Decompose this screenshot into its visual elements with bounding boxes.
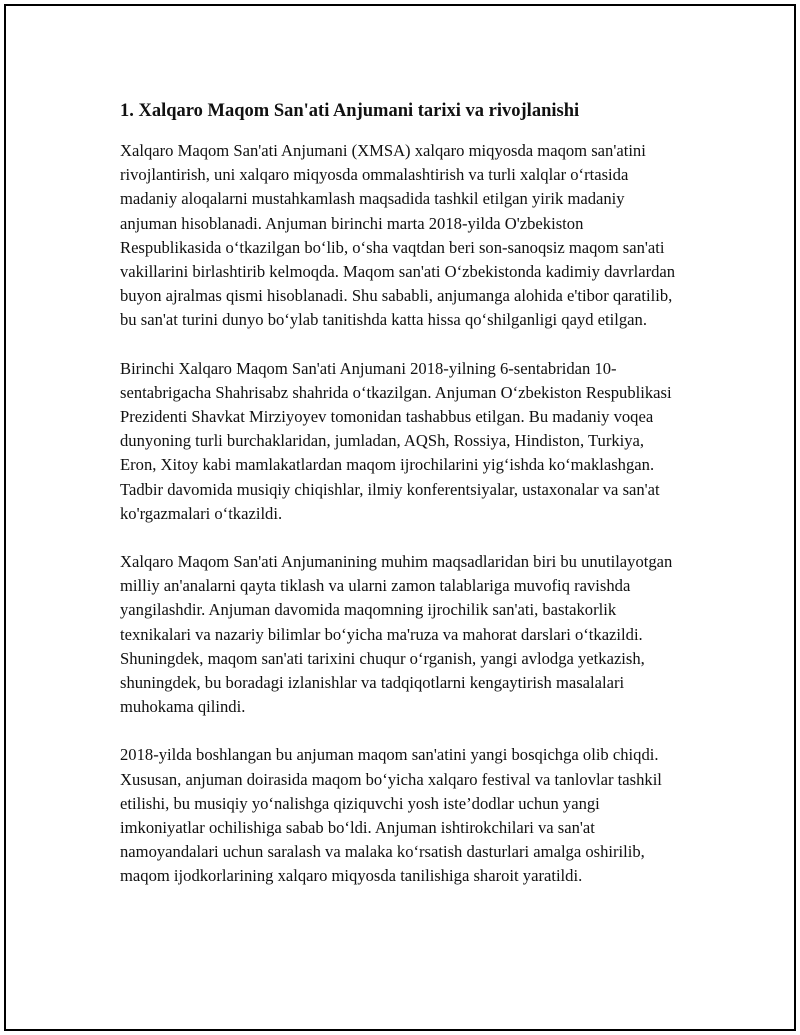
document-body — [120, 98, 680, 913]
paragraph-3: Xalqaro Maqom San'ati Anjumanining muhim maqsadlaridan biri bu unutilayotgan milliy an'analarni qayta tiklash va ularni zamon talablariga muvofiq ravishda yangilashdir. Anjuman davomida maqomning ijrochilik san'ati, bastakorlik texnikalari va nazariy bilimlar bo‘yicha ma'ruza va mahorat darslari o‘tkazildi. Shuningdek, maqom san'ati tarixini chuqur o‘rganish, yangi avlodga yetkazish, shuningdek, bu boradagi izlanishlar va tadqiqotlarni kengaytirish masalalari muhokama qilindi. — [120, 552, 673, 717]
page-frame — [4, 4, 796, 1031]
paragraph-1: Xalqaro Maqom San'ati Anjumani (XMSA) xalqaro miqyosda maqom san'atini rivojlantirish, uni xalqaro miqyosda ommalashtirish va turli xalqlar o‘rtasida madaniy aloqalarni mustahkamlash maqsadida tashkil etilgan yirik madaniy anjuman hisoblanadi. Anjuman birinchi marta 2018-yilda O'zbekiston Respublikasida o‘tkazilgan bo‘lib, o‘sha vaqtdan beri son-sanoqsiz maqom san'ati vakillarini birlashtirib kelmoqda. Maqom san'ati O‘zbekistonda kadimiy davrlardan buyon ajralmas qismi hisoblanadi. Shu sababli, anjumanga alohida e'tibor qaratilib, bu san'at turini dunyo bo‘ylab tanitishda katta hissa qo‘shilganligi qayd etilgan. — [120, 141, 676, 330]
paragraph-4: 2018-yilda boshlangan bu anjuman maqom san'atini yangi bosqichga olib chiqdi. Xususan, anjuman doirasida maqom bo‘yicha xalqaro festival va tanlovlar tashkil etilishi, bu musiqiy yo‘nalishga qiziquvchi yosh iste’dodlar uchun yangi imkoniyatlar ochilishiga sabab bo‘ldi. Anjuman ishtirokchilari va san'at namoyandalari uchun saralash va malaka ko‘rsatish dasturlari amalga oshirilib, maqom ijodkorlarining xalqaro miqyosda tanilishiga sharoit yaratildi. — [120, 745, 662, 886]
paragraph-2: Birinchi Xalqaro Maqom San'ati Anjumani 2018-yilning 6-sentabridan 10-sentabrigacha Shahrisabz shahrida o‘tkazilgan. Anjuman O‘zbekiston Respublikasi Prezidenti Shavkat Mirziyoyev tomonidan tashabbus etilgan. Bu madaniy voqea dunyoning turli burchaklaridan, jumladan, AQSh, Rossiya, Hindiston, Turkiya, Eron, Xitoy kabi mamlakatlardan maqom ijrochilarini yig‘ishda ko‘maklashgan. Tadbir davomida musiqiy chiqishlar, ilmiy konferentsiyalar, ustaxonalar va san'at ko'rgazmalari o‘tkazildi. — [120, 358, 672, 523]
page-title: 1. Xalqaro Maqom San'ati Anjumani tarixi va rivojlanishi — [120, 101, 580, 121]
